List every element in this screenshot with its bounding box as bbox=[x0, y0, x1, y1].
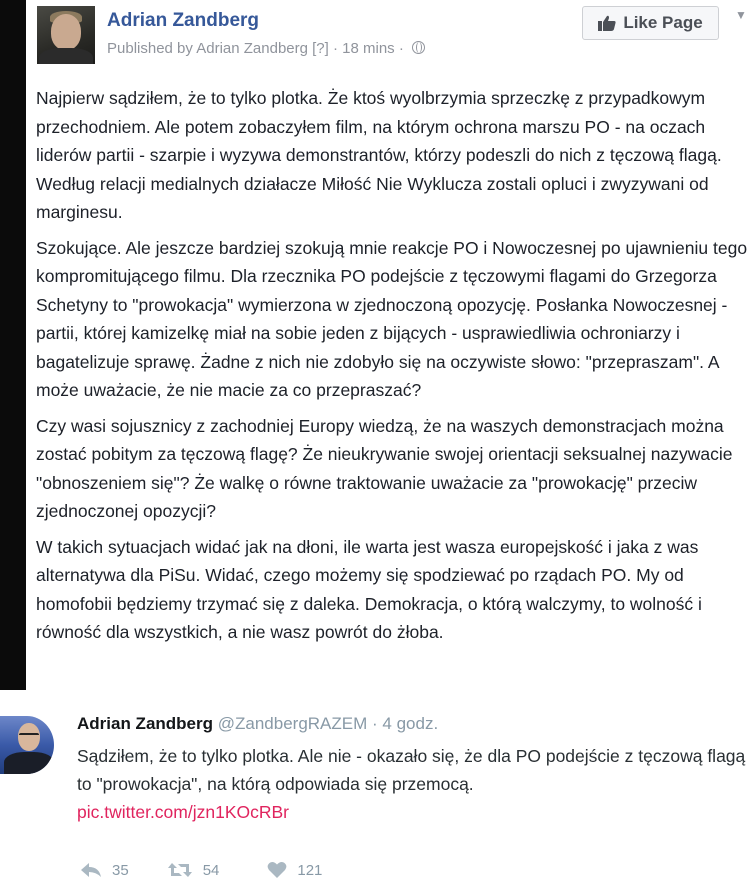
thumbs-up-icon bbox=[598, 15, 616, 31]
post-options-chevron-icon[interactable]: ▼ bbox=[735, 8, 747, 22]
post-paragraph: Najpierw sądziłem, że to tylko plotka. Że ktoś wyolbrzymia sprzeczkę z przypadkowym przechodniem. Ale potem zobaczyłem film, na którym ochrona marszu PO - na oczach liderów partii - szarpie i wyzywa demonstrantów, którzy podeszli do nich z tęczową flagą. Według relacji medialnych działacze Miłość Nie Wyklucza zostali opluci i zwyzywani od marginesu. bbox=[36, 88, 722, 222]
tweet-separator: · bbox=[372, 714, 378, 733]
tweet-author-handle[interactable]: @ZandbergRAZEM bbox=[217, 714, 368, 733]
post-paragraph: W takich sytuacjach widać jak na dłoni, ile warta jest wasza europejskość i jaka z was alternatywa dla PiSu. Widać, czego możemy się spodziewać po rządach PO. My od homofobii będziemy trzymać się z daleka. Demokracja, o którą walczymy, to wolność i równość dla wszystkich, a nie wasz powrót do żłoba. bbox=[36, 536, 702, 642]
tweet-header bbox=[77, 714, 438, 734]
post-paragraph: Czy wasi sojusznicy z zachodniej Europy wiedzą, że na waszych demonstracjach można zostać pobitym za tęczową flagę? Że nieukrywanie swojej orientacji seksualnej nazywacie "obnoszeniem się"? Że walkę o równe traktowanie uważacie za "prowokację" przeciw zjednoczonej opozycji? bbox=[36, 415, 733, 521]
tweet-text: Sądziłem, że to tylko plotka. Ale nie - okazało się, że dla PO podejście z tęczową flagą to "prowokacja", na którą odpowiada się przemocą. bbox=[77, 746, 746, 794]
author-name[interactable]: Adrian Zandberg bbox=[107, 10, 260, 31]
tweet-actions bbox=[80, 859, 322, 881]
author-avatar[interactable] bbox=[37, 6, 95, 64]
tweet-media-link[interactable]: pic.twitter.com/jzn1KOcRBr bbox=[77, 802, 289, 822]
left-black-bar bbox=[0, 0, 26, 690]
globe-icon bbox=[412, 41, 425, 54]
post-meta bbox=[107, 40, 425, 57]
post-body bbox=[36, 84, 748, 654]
tweet-body bbox=[77, 742, 747, 826]
heart-icon bbox=[267, 861, 287, 879]
post-paragraph: Szokujące. Ale jeszcze bardziej szokują mnie reakcje PO i Nowoczesnej po ujawnieniu tego kompromitującego filmu. Dla rzecznika PO podejście z tęczowymi flagami do Grzegorza Schetyny to "prowokacja" wymierzona w zjednoczoną opozycję. Posłanka Nowoczesnej - partii, której kamizelkę miał na sobie jeden z bijących - usprawiedliwia ochroniarzy i bagatelizuje sprawę. Żadne z nich nie zdobyło się na oczywiste słowo: "przepraszam". A może uważacie, że nie macie za co przepraszać? bbox=[36, 237, 748, 400]
tweet bbox=[0, 690, 753, 889]
like-button[interactable] bbox=[267, 861, 322, 879]
post-meta-text: Published by Adrian Zandberg [?] · 18 mins · bbox=[107, 40, 404, 57]
tweet-timestamp[interactable]: 4 godz. bbox=[382, 714, 439, 733]
like-page-button[interactable] bbox=[582, 6, 719, 40]
reply-icon bbox=[80, 862, 102, 878]
like-page-label: Like Page bbox=[623, 13, 703, 32]
retweet-count: 54 bbox=[202, 861, 220, 879]
like-count: 121 bbox=[297, 861, 323, 879]
reply-count: 35 bbox=[112, 861, 129, 879]
retweet-button[interactable] bbox=[167, 861, 220, 879]
tweet-author-avatar[interactable] bbox=[0, 716, 54, 774]
retweet-icon bbox=[167, 861, 193, 879]
tweet-author-name[interactable]: Adrian Zandberg bbox=[77, 714, 214, 733]
reply-button[interactable] bbox=[80, 862, 129, 879]
